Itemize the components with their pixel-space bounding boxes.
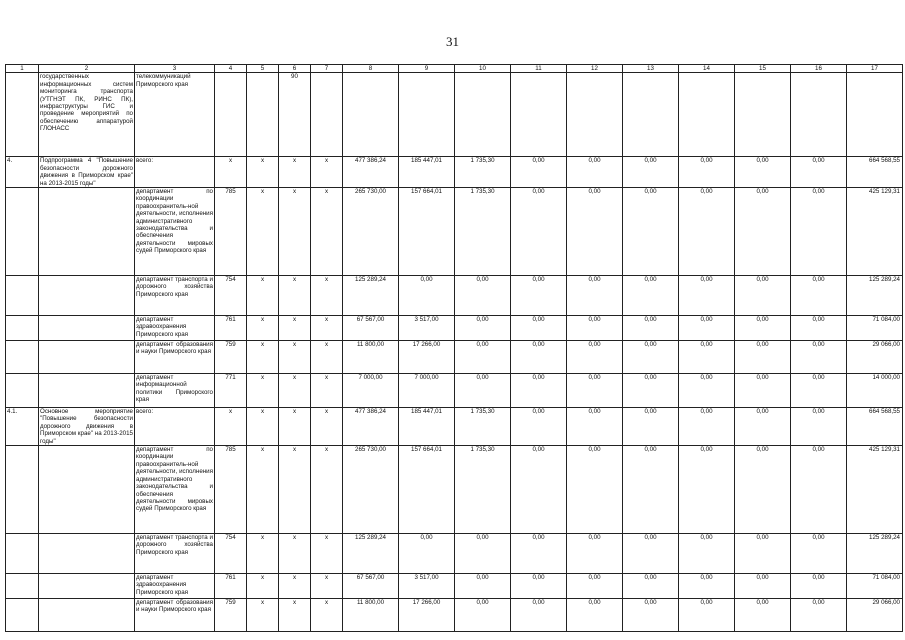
cell-c17: 29 066,00 bbox=[847, 599, 903, 632]
cell-c16 bbox=[791, 73, 847, 157]
cell-c7: x bbox=[311, 341, 343, 374]
column-header: 6 bbox=[279, 65, 311, 73]
cell-c6: 90 bbox=[279, 73, 311, 157]
cell-c12: 0,00 bbox=[567, 341, 623, 374]
header-row bbox=[6, 65, 903, 73]
cell-c11: 0,00 bbox=[511, 574, 567, 599]
cell-c17: 125 289,24 bbox=[847, 534, 903, 574]
cell-c4: 759 bbox=[215, 599, 247, 632]
cell-c9: 7 000,00 bbox=[399, 374, 455, 408]
cell-c10: 0,00 bbox=[455, 316, 511, 341]
column-header: 17 bbox=[847, 65, 903, 73]
cell-c14: 0,00 bbox=[679, 341, 735, 374]
cell-c13: 0,00 bbox=[623, 157, 679, 188]
column-header: 10 bbox=[455, 65, 511, 73]
column-header: 4 bbox=[215, 65, 247, 73]
cell-c11: 0,00 bbox=[511, 276, 567, 316]
cell-c11 bbox=[511, 73, 567, 157]
cell-c11: 0,00 bbox=[511, 374, 567, 408]
cell-no bbox=[6, 446, 39, 534]
column-header: 16 bbox=[791, 65, 847, 73]
cell-c5: x bbox=[247, 446, 279, 534]
cell-c12 bbox=[567, 73, 623, 157]
cell-c12: 0,00 bbox=[567, 157, 623, 188]
cell-executor: департамент по координации правоохранитель-ной деятельности, исполнения административного законодательства и обеспечения деятельности мировых судей Приморского края bbox=[135, 446, 215, 534]
cell-c12: 0,00 bbox=[567, 599, 623, 632]
column-header: 15 bbox=[735, 65, 791, 73]
cell-no bbox=[6, 188, 39, 276]
cell-c10: 0,00 bbox=[455, 574, 511, 599]
cell-c8: 477 386,24 bbox=[343, 408, 399, 446]
cell-c12: 0,00 bbox=[567, 574, 623, 599]
cell-c9: 185 447,01 bbox=[399, 408, 455, 446]
cell-c15: 0,00 bbox=[735, 157, 791, 188]
cell-c10: 0,00 bbox=[455, 374, 511, 408]
cell-c16: 0,00 bbox=[791, 316, 847, 341]
cell-c5: x bbox=[247, 276, 279, 316]
cell-name: Основное мероприятие "Повышение безопасности дорожного движения в Приморском крае" на 2013-2015 годы" bbox=[40, 408, 133, 445]
cell-c9: 17 266,00 bbox=[399, 599, 455, 632]
cell-c17: 29 066,00 bbox=[847, 341, 903, 374]
column-header: 2 bbox=[39, 65, 135, 73]
column-header: 5 bbox=[247, 65, 279, 73]
cell-c14: 0,00 bbox=[679, 534, 735, 574]
cell-c10: 0,00 bbox=[455, 341, 511, 374]
cell-c9 bbox=[399, 73, 455, 157]
cell-c13 bbox=[623, 73, 679, 157]
column-header: 14 bbox=[679, 65, 735, 73]
cell-c15: 0,00 bbox=[735, 599, 791, 632]
cell-c12: 0,00 bbox=[567, 408, 623, 446]
cell-executor: всего: bbox=[135, 408, 215, 446]
cell-c5: x bbox=[247, 316, 279, 341]
cell-c10: 1 735,30 bbox=[455, 157, 511, 188]
table-row bbox=[6, 341, 903, 374]
cell-c14: 0,00 bbox=[679, 188, 735, 276]
cell-c13: 0,00 bbox=[623, 374, 679, 408]
cell-c15: 0,00 bbox=[735, 446, 791, 534]
cell-c8: 67 567,00 bbox=[343, 316, 399, 341]
column-header: 11 bbox=[511, 65, 567, 73]
cell-c14: 0,00 bbox=[679, 408, 735, 446]
cell-c15: 0,00 bbox=[735, 276, 791, 316]
table-row bbox=[6, 599, 903, 632]
cell-c13: 0,00 bbox=[623, 408, 679, 446]
table-row bbox=[6, 446, 903, 534]
cell-no bbox=[6, 341, 39, 374]
cell-c5: x bbox=[247, 574, 279, 599]
cell-c8 bbox=[343, 73, 399, 157]
cell-c9: 17 266,00 bbox=[399, 341, 455, 374]
cell-c17: 664 568,55 bbox=[847, 408, 903, 446]
cell-c10: 0,00 bbox=[455, 276, 511, 316]
cell-no bbox=[6, 276, 39, 316]
cell-c4: 759 bbox=[215, 341, 247, 374]
budget-table bbox=[5, 64, 903, 632]
column-header: 12 bbox=[567, 65, 623, 73]
cell-c16: 0,00 bbox=[791, 534, 847, 574]
cell-c5: x bbox=[247, 341, 279, 374]
cell-name bbox=[39, 574, 135, 599]
cell-no: 4. bbox=[6, 157, 39, 188]
cell-c15: 0,00 bbox=[735, 341, 791, 374]
cell-c14: 0,00 bbox=[679, 446, 735, 534]
cell-c9: 0,00 bbox=[399, 534, 455, 574]
cell-c11: 0,00 bbox=[511, 341, 567, 374]
cell-c17: 71 084,00 bbox=[847, 316, 903, 341]
cell-c8: 11 800,00 bbox=[343, 599, 399, 632]
cell-c4 bbox=[215, 73, 247, 157]
table-row bbox=[6, 73, 903, 157]
cell-c4: x bbox=[215, 408, 247, 446]
cell-c4: 761 bbox=[215, 574, 247, 599]
cell-c16: 0,00 bbox=[791, 341, 847, 374]
cell-c17: 125 289,24 bbox=[847, 276, 903, 316]
cell-c12: 0,00 bbox=[567, 534, 623, 574]
table-row bbox=[6, 574, 903, 599]
table-row bbox=[6, 534, 903, 574]
cell-c17: 425 129,31 bbox=[847, 188, 903, 276]
cell-c6: x bbox=[279, 374, 311, 408]
table-body bbox=[6, 65, 903, 632]
cell-c11: 0,00 bbox=[511, 188, 567, 276]
cell-c6: x bbox=[279, 534, 311, 574]
cell-c5: x bbox=[247, 534, 279, 574]
cell-executor: департамент транспорта и дорожного хозяйства Приморского края bbox=[135, 276, 215, 316]
cell-c13: 0,00 bbox=[623, 534, 679, 574]
cell-c16: 0,00 bbox=[791, 157, 847, 188]
table-row bbox=[6, 408, 903, 446]
cell-c16: 0,00 bbox=[791, 408, 847, 446]
cell-c8: 125 289,24 bbox=[343, 534, 399, 574]
cell-executor: всего: bbox=[135, 157, 215, 188]
page-number: 31 bbox=[446, 34, 459, 49]
cell-c6: x bbox=[279, 446, 311, 534]
cell-c10: 1 735,30 bbox=[455, 446, 511, 534]
cell-c8: 67 567,00 bbox=[343, 574, 399, 599]
cell-name bbox=[39, 599, 135, 632]
cell-c7: x bbox=[311, 316, 343, 341]
cell-executor: департамент здравоохранения Приморского края bbox=[135, 574, 215, 599]
column-header: 13 bbox=[623, 65, 679, 73]
cell-no bbox=[6, 316, 39, 341]
cell-c16: 0,00 bbox=[791, 374, 847, 408]
cell-c10 bbox=[455, 73, 511, 157]
table-row bbox=[6, 316, 903, 341]
cell-c14: 0,00 bbox=[679, 157, 735, 188]
cell-c4: x bbox=[215, 157, 247, 188]
column-header: 7 bbox=[311, 65, 343, 73]
cell-c6: x bbox=[279, 341, 311, 374]
cell-c11: 0,00 bbox=[511, 599, 567, 632]
cell-c7: x bbox=[311, 408, 343, 446]
cell-c9: 185 447,01 bbox=[399, 157, 455, 188]
cell-c10: 0,00 bbox=[455, 534, 511, 574]
cell-c11: 0,00 bbox=[511, 408, 567, 446]
cell-c12: 0,00 bbox=[567, 446, 623, 534]
cell-c13: 0,00 bbox=[623, 446, 679, 534]
table-row bbox=[6, 374, 903, 408]
cell-c4: 785 bbox=[215, 188, 247, 276]
cell-c15: 0,00 bbox=[735, 408, 791, 446]
cell-c9: 157 664,01 bbox=[399, 446, 455, 534]
cell-c11: 0,00 bbox=[511, 534, 567, 574]
cell-no bbox=[6, 73, 39, 157]
cell-c12: 0,00 bbox=[567, 316, 623, 341]
cell-executor: департамент информационной политики Приморского края bbox=[135, 374, 215, 408]
cell-c4: 754 bbox=[215, 534, 247, 574]
cell-executor: департамент здравоохранения Приморского края bbox=[135, 316, 215, 341]
cell-c14: 0,00 bbox=[679, 374, 735, 408]
cell-c7: x bbox=[311, 188, 343, 276]
cell-c15: 0,00 bbox=[735, 574, 791, 599]
cell-c11: 0,00 bbox=[511, 446, 567, 534]
cell-c5: x bbox=[247, 599, 279, 632]
cell-c4: 754 bbox=[215, 276, 247, 316]
cell-c4: 771 bbox=[215, 374, 247, 408]
cell-name: Подпрограмма 4 "Повышение безопасности дорожного движения в Приморском крае" на 2013-2015 годы" bbox=[40, 157, 133, 187]
cell-c8: 7 000,00 bbox=[343, 374, 399, 408]
table-row bbox=[6, 188, 903, 276]
cell-c17: 71 084,00 bbox=[847, 574, 903, 599]
cell-c7: x bbox=[311, 534, 343, 574]
cell-c14: 0,00 bbox=[679, 316, 735, 341]
cell-c10: 1 735,30 bbox=[455, 188, 511, 276]
cell-c17: 664 568,55 bbox=[847, 157, 903, 188]
cell-c13: 0,00 bbox=[623, 276, 679, 316]
cell-c17 bbox=[847, 73, 903, 157]
cell-c4: 785 bbox=[215, 446, 247, 534]
cell-name bbox=[39, 188, 135, 276]
cell-c14 bbox=[679, 73, 735, 157]
cell-executor: департамент транспорта и дорожного хозяйства Приморского края bbox=[135, 534, 215, 574]
cell-c13: 0,00 bbox=[623, 574, 679, 599]
cell-c8: 11 800,00 bbox=[343, 341, 399, 374]
table-row bbox=[6, 157, 903, 188]
cell-c6: x bbox=[279, 276, 311, 316]
cell-no bbox=[6, 599, 39, 632]
cell-c7: x bbox=[311, 276, 343, 316]
cell-c15: 0,00 bbox=[735, 374, 791, 408]
cell-c16: 0,00 bbox=[791, 599, 847, 632]
cell-no: 4.1. bbox=[6, 408, 39, 446]
cell-c7: x bbox=[311, 157, 343, 188]
cell-c5: x bbox=[247, 374, 279, 408]
column-header: 8 bbox=[343, 65, 399, 73]
cell-c16: 0,00 bbox=[791, 574, 847, 599]
cell-c5: x bbox=[247, 157, 279, 188]
cell-c12: 0,00 bbox=[567, 374, 623, 408]
cell-c10: 0,00 bbox=[455, 599, 511, 632]
cell-name bbox=[39, 316, 135, 341]
cell-c16: 0,00 bbox=[791, 276, 847, 316]
cell-c5: x bbox=[247, 188, 279, 276]
cell-c7: x bbox=[311, 599, 343, 632]
cell-c11: 0,00 bbox=[511, 157, 567, 188]
table-row bbox=[6, 276, 903, 316]
cell-c15: 0,00 bbox=[735, 316, 791, 341]
cell-c7: x bbox=[311, 574, 343, 599]
cell-c14: 0,00 bbox=[679, 276, 735, 316]
cell-c16: 0,00 bbox=[791, 188, 847, 276]
cell-c9: 157 664,01 bbox=[399, 188, 455, 276]
cell-c13: 0,00 bbox=[623, 316, 679, 341]
cell-no bbox=[6, 574, 39, 599]
cell-c6: x bbox=[279, 188, 311, 276]
cell-c17: 14 000,00 bbox=[847, 374, 903, 408]
column-header: 9 bbox=[399, 65, 455, 73]
cell-c6: x bbox=[279, 316, 311, 341]
cell-c10: 1 735,30 bbox=[455, 408, 511, 446]
cell-c9: 3 517,00 bbox=[399, 316, 455, 341]
cell-executor: телекоммуникаций Приморского края bbox=[135, 73, 215, 157]
cell-c12: 0,00 bbox=[567, 276, 623, 316]
cell-c7: x bbox=[311, 374, 343, 408]
cell-c17: 425 129,31 bbox=[847, 446, 903, 534]
cell-c14: 0,00 bbox=[679, 599, 735, 632]
cell-c8: 265 730,00 bbox=[343, 188, 399, 276]
cell-c6: x bbox=[279, 408, 311, 446]
cell-executor: департамент образования и науки Приморского края bbox=[135, 341, 215, 374]
cell-c15 bbox=[735, 73, 791, 157]
cell-c13: 0,00 bbox=[623, 188, 679, 276]
cell-c8: 477 386,24 bbox=[343, 157, 399, 188]
cell-c14: 0,00 bbox=[679, 574, 735, 599]
cell-c4: 761 bbox=[215, 316, 247, 341]
cell-executor: департамент образования и науки Приморского края bbox=[135, 599, 215, 632]
cell-executor: департамент по координации правоохранитель-ной деятельности, исполнения административного законодательства и обеспечения деятельности мировых судей Приморского края bbox=[135, 188, 215, 276]
cell-c5: x bbox=[247, 408, 279, 446]
cell-c5 bbox=[247, 73, 279, 157]
cell-name bbox=[39, 341, 135, 374]
cell-name bbox=[39, 534, 135, 574]
cell-c8: 125 289,24 bbox=[343, 276, 399, 316]
cell-c15: 0,00 bbox=[735, 534, 791, 574]
cell-c7 bbox=[311, 73, 343, 157]
cell-c6: x bbox=[279, 574, 311, 599]
cell-c9: 3 517,00 bbox=[399, 574, 455, 599]
cell-c11: 0,00 bbox=[511, 316, 567, 341]
cell-c15: 0,00 bbox=[735, 188, 791, 276]
cell-c12: 0,00 bbox=[567, 188, 623, 276]
cell-c9: 0,00 bbox=[399, 276, 455, 316]
cell-c13: 0,00 bbox=[623, 341, 679, 374]
cell-c13: 0,00 bbox=[623, 599, 679, 632]
cell-c6: x bbox=[279, 157, 311, 188]
cell-c6: x bbox=[279, 599, 311, 632]
cell-no bbox=[6, 534, 39, 574]
cell-no bbox=[6, 374, 39, 408]
cell-c8: 265 730,00 bbox=[343, 446, 399, 534]
cell-name bbox=[39, 374, 135, 408]
cell-name bbox=[39, 276, 135, 316]
column-header: 3 bbox=[135, 65, 215, 73]
cell-name: государственных информационных систем мониторинга транспорта (УТГНЭТ ПК, РИНС ПК), инфраструктуры ГИС и проведение мероприятий по обеспечению аппаратурой ГЛОНАСС bbox=[39, 73, 135, 157]
cell-name bbox=[39, 446, 135, 534]
column-header: 1 bbox=[6, 65, 39, 73]
cell-c16: 0,00 bbox=[791, 446, 847, 534]
cell-c7: x bbox=[311, 446, 343, 534]
